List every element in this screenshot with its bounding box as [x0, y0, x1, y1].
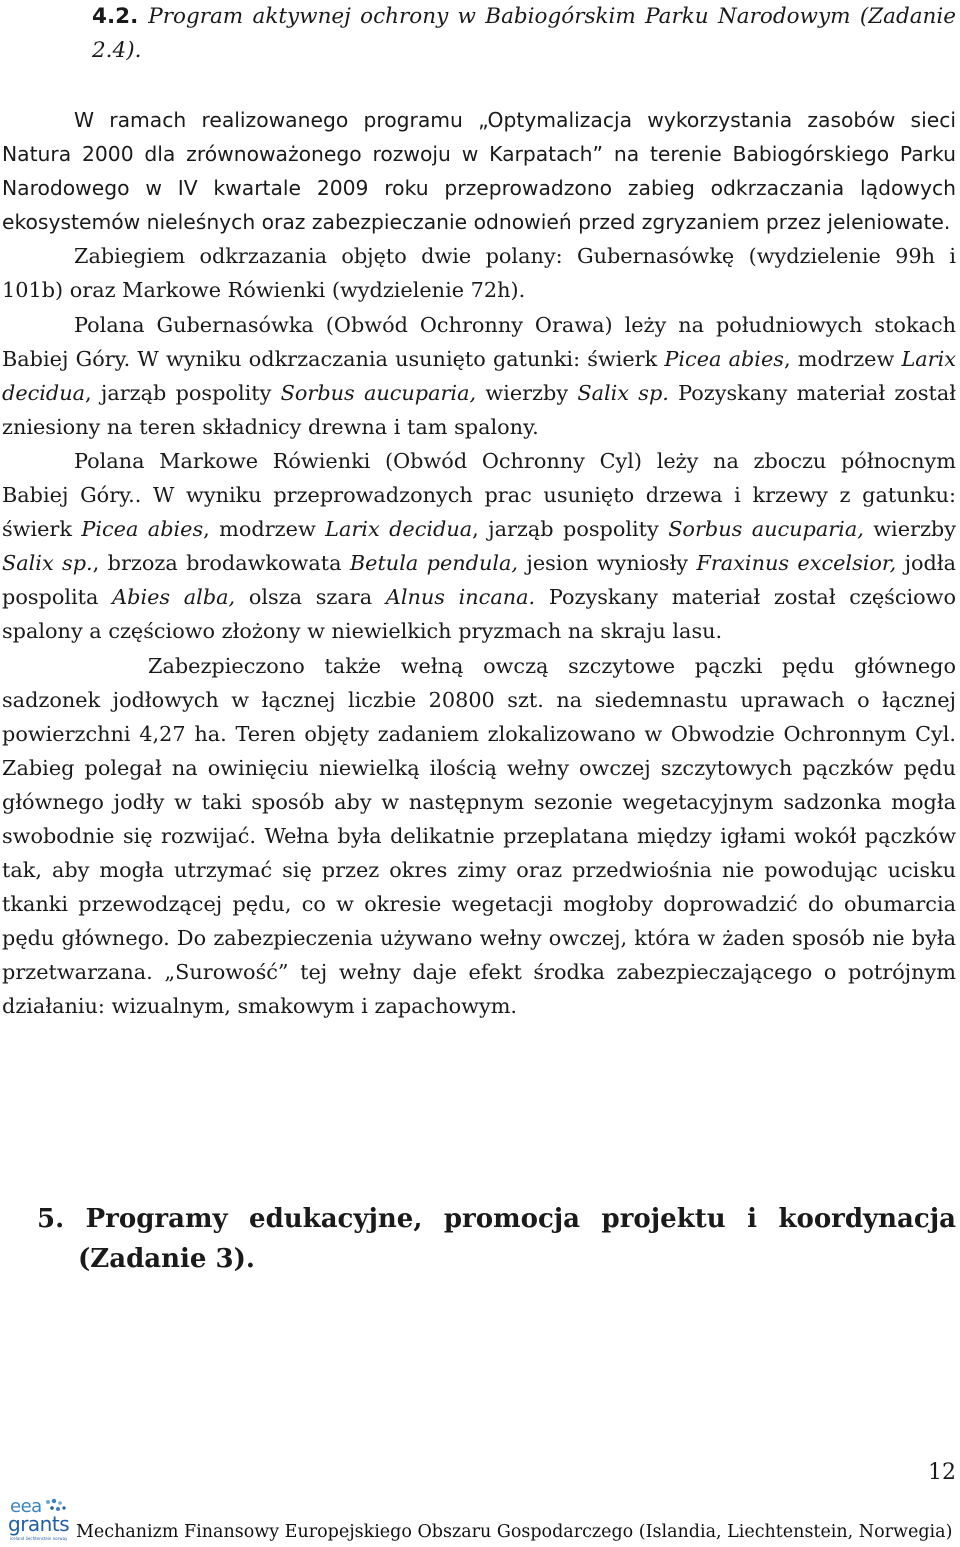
species-name: Betula pendula,	[349, 551, 519, 576]
species-name: Picea abies	[81, 517, 204, 542]
section-heading-5: 5. Programy edukacyjne, promocja projektu i koordynacja	[37, 1204, 956, 1234]
page-number: 12	[928, 1460, 956, 1485]
species-name: Salix sp.	[2, 551, 93, 576]
paragraph-2: Zabiegiem odkrzazania objęto dwie polany: Gubernasówkę (wydzielenie 99h i 101b) oraz Markowe Rówienki (wydzielenie 72h).	[2, 244, 956, 303]
paragraph-1: W ramach realizowanego programu „Optymalizacja wykorzystania zasobów sieci Natura 2000 dla zrównoważonego rozwoju w Karpatach” na terenie Babiogórskiego Parku Narodowego w IV kwartale 2009 roku przeprowadzono zabieg odkrzaczania lądowych ekosystemów nieleśnych oraz zabezpieczanie odnowień przed zgryzaniem przez jeleniowate.	[2, 108, 956, 235]
species-name: Larix decidua	[325, 517, 473, 542]
eea-grants-logo	[8, 1496, 68, 1544]
body-text	[2, 103, 956, 1024]
species-name: Fraxinus excelsior,	[696, 551, 897, 576]
section-heading-5-continued: (Zadanie 3).	[78, 1244, 255, 1274]
species-name: Picea abies	[664, 346, 784, 371]
logo-eea: eea	[10, 1496, 42, 1517]
species-name: Abies alba,	[112, 585, 236, 610]
paragraph-5: Zabezpieczono także wełną owczą szczytowe pączki pędu głównego sadzonek jodłowych w łącznej liczbie 20800 szt. na siedemnastu uprawach o łącznej powierzchni 4,27 ha. Teren objęty zadaniem zlokalizowano w Obwodzie Ochronnym Cyl. Zabieg polegał na owinięciu niewielką ilością wełny owczej szczytowych pączków pędu głównego jodły w taki sposób aby w następnym sezonie wegetacyjnym sadzonka mogła swobodnie się rozwijać. Wełna była delikatnie przeplatana między igłami wokół pączków tak, aby mogła utrzymać się przez okres zimy oraz przedwiośnia nie powodując ucisku tkanki przewodzącej pędu, co w okresie wegetacji mogłoby doprowadzić do obumarcia pędu głównego. Do zabezpieczenia używano wełny owczej, która w żaden sposób nie była przetwarzana. „Surowość” tej wełny daje efekt środka zabezpieczającego o potrójnym działaniu: wizualnym, smakowym i zapachowym.	[2, 653, 956, 1019]
species-name: Larix decidua	[2, 346, 956, 405]
section-number: 4.2.	[92, 4, 139, 29]
section-heading-4-2	[92, 0, 956, 68]
paragraph-4: Polana Markowe Rówienki (Obwód Ochronny Cyl) leży na zboczu północnym Babiej Góry.. W wyniku przeprowadzonych prac usunięto drzewa i krzewy z gatunku: świerk Picea abies, modrzew Larix decidua, jarząb pospolity Sorbus aucuparia, wierzby Salix sp., brzoza brodawkowata Betula pendula, jesion wyniosły Fraxinus excelsior, jodła pospolita Abies alba, olsza szara Alnus incana. Pozyskany materiał został częściowo spalony a częściowo złożony w niewielkich pryzmach na skraju lasu.	[2, 448, 956, 644]
logo-grants: grants	[8, 1512, 70, 1536]
species-name: Sorbus aucuparia,	[280, 380, 477, 405]
footer-text: Mechanizm Finansowy Europejskiego Obszaru Gospodarczego (Islandia, Liechtenstein, Norwegia)	[76, 1522, 953, 1542]
species-name: Salix sp.	[577, 380, 669, 405]
section-title: Program aktywnej ochrony w Babiogórskim Parku Narodowym (Zadanie 2.4).	[92, 4, 956, 63]
species-name: Alnus incana.	[385, 585, 536, 610]
species-name: Sorbus aucuparia,	[668, 517, 864, 542]
logo-tagline: iceland liechtenstein norway	[10, 1536, 68, 1541]
paragraph-3: Polana Gubernasówka (Obwód Ochronny Orawa) leży na południowych stokach Babiej Góry. W wyniku odkrzaczania usunięto gatunki: świerk Picea abies, modrzew Larix decidua, jarząb pospolity Sorbus aucuparia, wierzby Salix sp. Pozyskany materiał został zniesiony na teren składnicy drewna i tam spalony.	[2, 312, 956, 439]
